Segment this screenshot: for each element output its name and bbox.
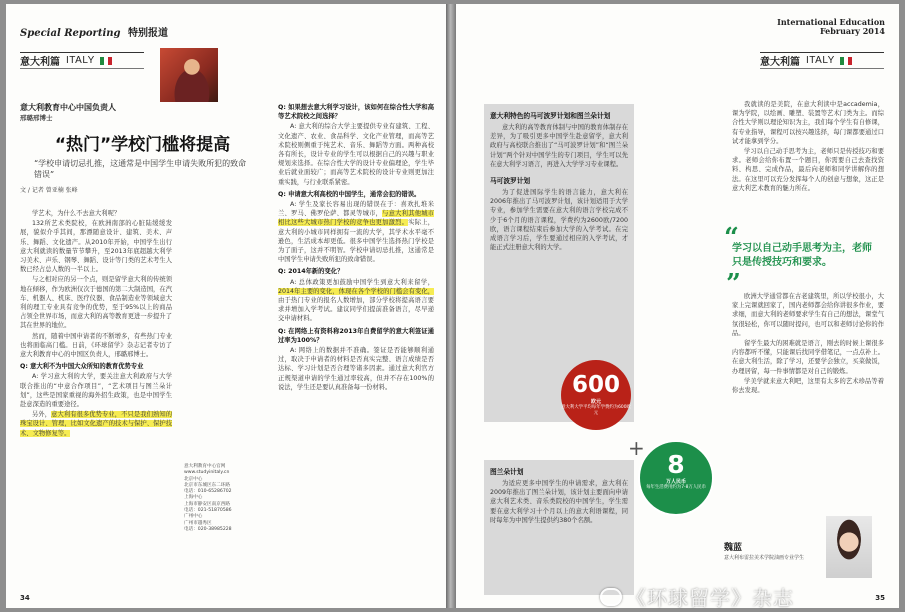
stat-value: 8 [667,450,685,479]
question-heading: Q: 在网络上有资料称2013年自费留学的意大利签证通过率为100%？ [278,327,434,344]
header-italic: Special Reporting [20,28,121,39]
student-intro: 意大利布雷拉美术学院油画专业学生 [724,555,805,561]
article-headline: “热门”学校门槛将提高 [54,135,231,155]
question-heading: Q: 意大利不为中国大众所知的教育优势专业 [20,363,144,371]
spine [446,4,456,608]
article-subtitle: “学校申请切忌扎推，这通常是中国学生申请失败所犯的致命错误” [34,159,247,179]
country-bar [760,52,884,69]
stat-value: 600 [571,372,620,398]
page-number: 34 [20,594,30,602]
stat-unit: 万人民币 [665,479,686,485]
country-cn: 意大利篇 [20,57,60,68]
country-en: ITALY [66,55,95,66]
country-en: ITALY [806,55,835,66]
stat-unit: 欧元 [590,399,601,405]
watermark [600,582,794,611]
running-header [777,18,885,36]
contact-block: 意大利教育中心官网 www.studyinitaly.cn 北京中心 北京市东城区东二环路 电话：010-65286702 上海中心 上海市静安区南京西路 电话：021-51870586 广州中心 广州市越秀区 电话：020-38985228 [184,464,232,532]
left-column-1: 学艺术，为什么不去意大利呢？ 132所艺术类院校，在欧洲南部的心脏陆缓缓发展，貌似介乎其间，那漂随意设计、建筑、美术、声乐、舞蹈、文化遗产。从2010年开始，中国学生出行意大利就读的数量节节攀升，至2013年底超越大利学习美术、声乐、钢琴、舞蹈、设计等门类的艺术考生人数已经占总人数的一半以上。 与之相对应的另一个点，则是留学意大利的传统领地在倾移，作为欧洲仅次于德国的第二大制造国，在汽车、机器人、机床、医疗仪器、食品制造业等领域意大利的理工专业具有竞争的优势，至于95%以上的商品占领全世界市场，而意大利的高等教育更进一步提升了其在世界的地位。 然而，随着中国申请者的不断增多，有些热门专业也将面临高门槛。日前，《环球留学》杂志记者专访了意大利教育中心的中国区负责人，邢璐邢博士。 Q: 意大利不为中国大众所知的教育优势专业 A: 学习意大利的大学，要关注意大利政府与大学联合推出的“中意合作项目”，“艺术项目与图兰朵计划”，这些是国家重视的海外招生政策，也是中国学生赴意深造的重要途径。 另外，意大利有很多优势专业，不只是我们熟知的珠宝设计、管理，比如文化遗产的技术与保护、保护技术、文物修复等。 [20,210,172,437]
info-box-2: 图兰朵计划 为适应更多中国学生的申请需求，意大利在2009年推出了图兰朵计划，该计划主要面向申请意大利艺术类、音乐类院校的中国学生，学生需要在意大利学习十个月以上的意大利语课程，同时每年为中国学生提供约380个名额。 [484,460,634,595]
student-photo [826,516,872,578]
box-subtitle: 马可波罗计划 [490,177,531,186]
right-column-bottom: 欧洲大学通常都在古老建筑里，所以学校很小，大家上完课就回家了，国内老师都会给你讲很多作业，要求细，而意大利的老师要求学生有自己的想法，课堂气氛很轻松，你可以随时提问，也可以和老师讨论你的作品。 留学生最大的困难就是语言，刚去的时候上课很多内容都听不懂，只能课后找同学借笔记，一点点补上。在意大利生活，除了学习，还要学会独立，买菜做饭，办理居留，每一件事情都是对自己的锻炼。 学美学就来意大利吧，这里有太多的艺术珍品等着你去发现。 [732,293,884,395]
highlighted-paragraph: 另外，意大利有很多优势专业，不只是我们熟知的珠宝设计、管理，比如文化遗产的技术与保护、保护技术、文物修复等。 [20,411,172,437]
page-number: 35 [875,594,885,602]
interviewee-role: 意大利教育中心中国负责人 [20,103,116,112]
highlight-text: 2014年主要的变化，体现在各个学校的门槛会有变化， [278,287,434,295]
question-heading: Q: 2014年新的变化？ [278,268,344,276]
wechat-icon [600,588,622,606]
student-name: 魏蓝 [724,543,743,553]
left-column-2: Q: 如果想去意大利学习设计，该如何在综合性大学和高等艺术院校之间选择？ A: 意大利的综合大学主要提供专业有建筑、工程、文化遗产、农业、食品科学、文化产业管理，而高等艺术院校则侧重于纯艺术、音乐、舞蹈等方面。两种高校各有所长，设计专业的学生可以根据自己的兴趣与职业规划来选择。在综合性大学的设计专业偏理论，学生毕业后就业面较广；而高等艺术院校的设计专业则更加注重实践，与行业联系紧密。 Q: 申请意大利高校的中国学生，通常会犯的错误。 A: 学生及家长容易出现的错误在于：喜欢扎堆米兰、罗马、佛罗伦萨、都灵等城市，与意大利其他城市相比这些大城市热门学校的竞争也更加激烈。实际上，意大利的小城市同样拥有一流的大学，其学术水平毫不逊色，生活成本却更低。很多中国学生选择热门学校是为了面子，这并不明智。学校申请切忌扎推，这通常是中国学生申请失败所犯的致命错误。 Q: 2014年新的变化？ A: 总体政策更加鼓励中国学生到意大利来留学，2014年主要的变化，体现在各个学校的门槛会有变化，由于热门专业的报名人数增加，部分学校将提高语言要求并增加入学考试。建议同学们提前准备语言，尽早递交申请材料。 Q: 在网络上有资料称2013年自费留学的意大利签证通过率为100%？ A: 网络上的数据并不准确。签证是否能够顺利通过，取决于申请者的材料是否真实完整、语言成绩是否达标、学习计划是否合理等诸多因素。通过意大利官方正规渠道申请的学生通过率较高，但并不存在100%的说法，学生还是要认真准备每一份材料。 [278,104,434,391]
question-heading: Q: 如果想去意大利学习设计，该如何在综合性大学和高等艺术院校之间选择？ [278,104,434,121]
italy-flag-icon [100,57,112,65]
right-column-top: 我就读的是美院，在意大利读中是accademia，课为学院，以绘画、雕塑、装置等艺术门类为主。而综合性大学则以理论知识为主，我们每个学生有自修课，有专业指导，课程可以按兴趣选择，每门课都要通过口试才能拿到学分。 学习以自己动手思考为主，老师只是传授技巧和要求。老师会给你布置一个题目，你需要自己去查找资料、构思、完成作品，最后向老师和同学讲解你的想法。在这里可以充分发挥每个人的创意与想象，这正是意大利艺术教育的魅力所在。 [732,101,884,192]
portrait-photo [160,48,218,102]
stat-desc: 意大利大学平均每年学费约为600欧元 [561,405,631,416]
byline: 文 / 记者 曾亚楠 张峰 [20,187,78,194]
stat-circle-green [638,440,714,516]
left-page [6,4,446,608]
running-header [20,24,168,39]
info-box: 意大利特色的马可波罗计划和图兰朵计划 意大利的高等教育体制与中国的教育体制存在差异，为了吸引更多中国学生赴意留学，意大利政府与高校联合推出了“马可波罗计划”和“图兰朵计划”两个针对中国学生的专门项目，学生可以先在意大利学习语言，再进入大学学习专业课程。 马可波罗计划 为了促进国际学生的语言能力，意大利在2006年推出了马可波罗计划，该计划适用于大学专业，参加学生需要在意大利的语言学校完成不少于6个月的语言课程，学费约为2600欧/7200欧，语言课程结束后参加大学的入学考试。在完成语言学习后，学生要通过相应的入学考试，才能正式注册意大利的大学。 [484,104,634,422]
plus-icon: + [628,436,645,460]
box-title: 意大利特色的马可波罗计划和图兰朵计划 [490,112,611,120]
box-subtitle: 图兰朵计划 [490,468,524,476]
right-page [456,4,899,608]
highlight-text: 意大利有很多优势专业，不只是我们熟知的珠宝设计、管理，比如文化遗产的技术与保护、保护技术、文物修复等。 [20,411,172,437]
country-cn: 意大利篇 [760,57,800,68]
stat-circle-red [561,360,631,430]
pull-quote: 学习以自己动手思考为主，老师只是传授技巧和要求。 [732,243,872,268]
header-date: February 2014 [819,26,885,36]
highlight-text: 与意大利其他城市相比这些大城市热门学校的竞争也更加激烈。 [278,210,434,227]
stat-desc: 每年生活费用约为7-8万人民币 [646,485,706,490]
open-quote-icon: “ [724,223,739,253]
header-section: 特别报道 [128,28,168,39]
close-quote-icon: ” [726,269,741,299]
interviewee-name: 邢璐邢博士 [20,114,53,122]
country-bar [20,52,144,69]
question-heading: Q: 申请意大利高校的中国学生，通常会犯的错误。 [278,190,421,198]
header-title: International Education [777,17,885,27]
watermark-text: 《环球留学》杂志 [626,586,794,610]
italy-flag-icon [840,57,852,65]
